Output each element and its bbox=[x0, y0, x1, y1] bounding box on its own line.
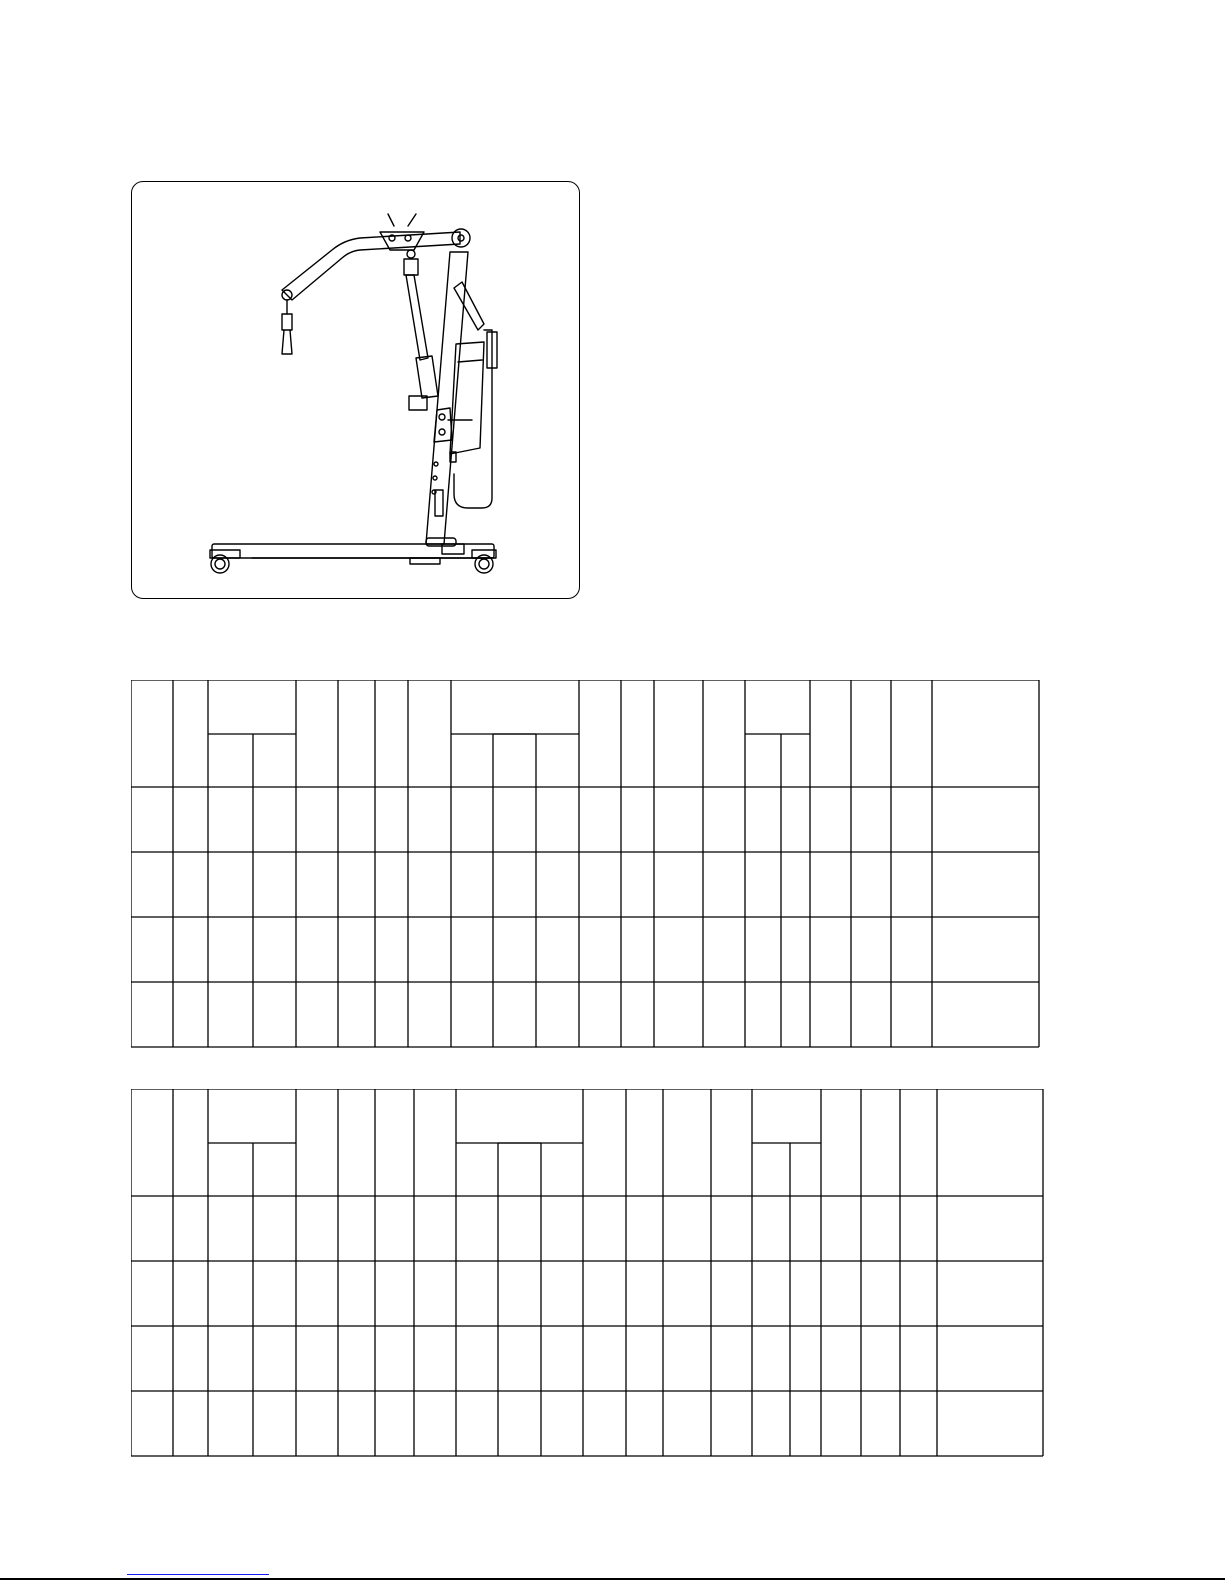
specification-table-1 bbox=[131, 680, 1046, 1054]
actuator-top bbox=[404, 259, 418, 275]
spreader-hook bbox=[282, 314, 292, 330]
specification-table-2 bbox=[131, 1089, 1051, 1463]
lift-illustration-frame bbox=[131, 181, 580, 599]
footer-rule bbox=[0, 1578, 1225, 1580]
control-box bbox=[450, 342, 484, 454]
boom-arm bbox=[282, 232, 460, 300]
push-handle bbox=[454, 282, 484, 330]
patient-lift-drawing bbox=[132, 182, 580, 599]
boom-pivot bbox=[452, 229, 470, 247]
footer-link[interactable] bbox=[127, 1574, 269, 1575]
mast bbox=[426, 252, 468, 544]
